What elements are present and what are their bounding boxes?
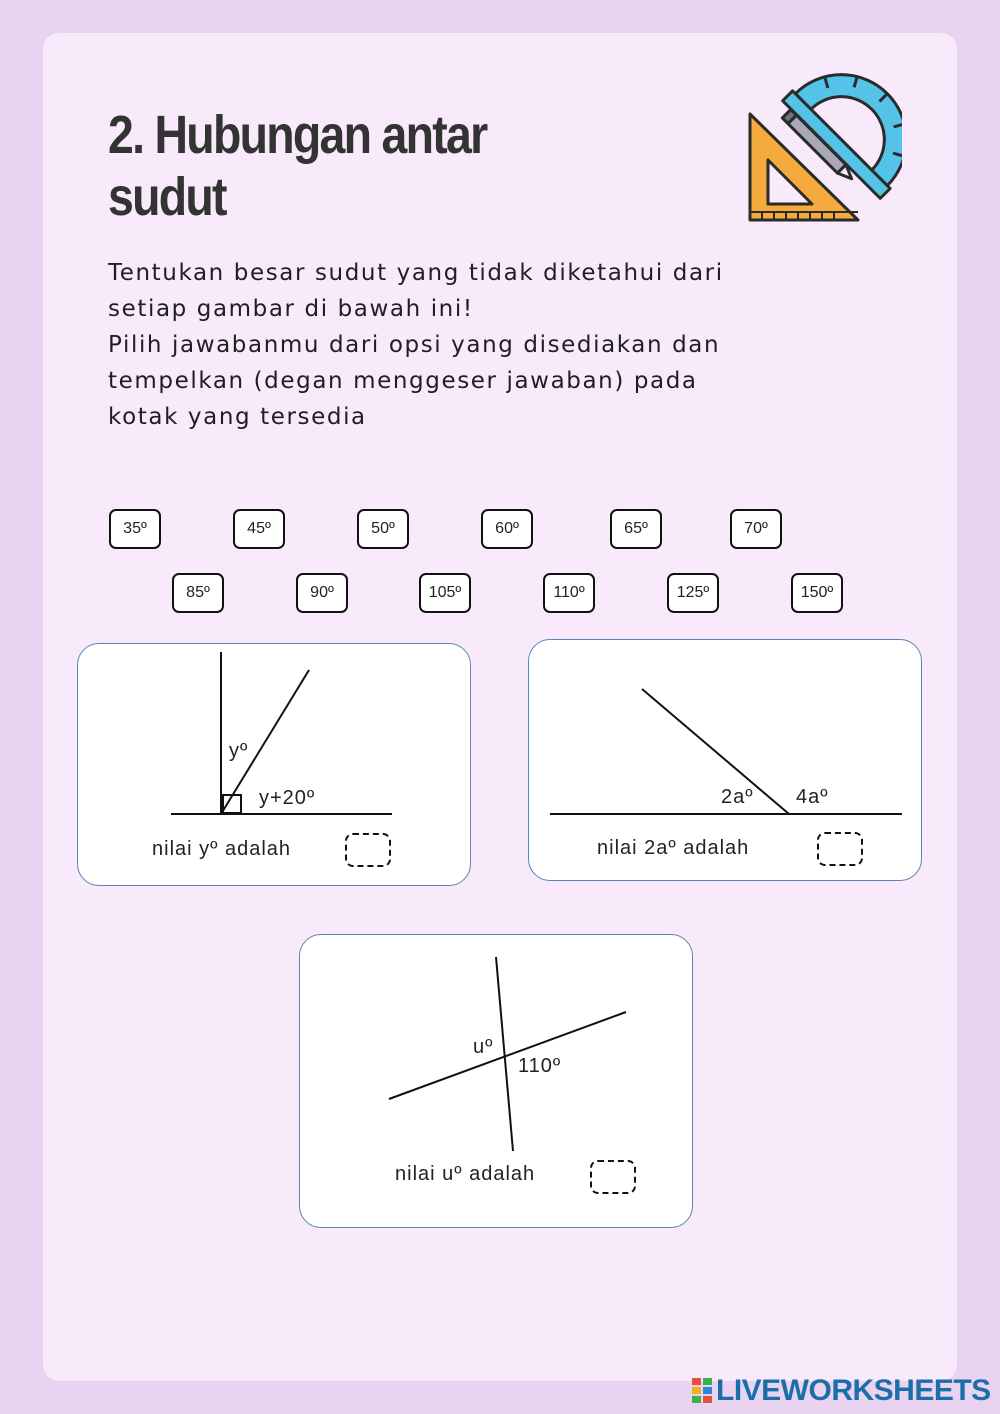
angle-label-110: 110º — [518, 1055, 562, 1077]
problem-card-3 — [299, 934, 693, 1228]
instruction-line: tempelkan (degan menggeser jawaban) pada — [108, 368, 698, 394]
answer-option-70[interactable]: 70º — [730, 509, 782, 549]
angle-label-4a: 4aº — [796, 786, 829, 808]
answer-drop-box-1[interactable] — [345, 833, 391, 867]
geometry-tools-icon — [742, 72, 902, 228]
answer-option-90[interactable]: 90º — [296, 573, 348, 613]
problem-card-2 — [528, 639, 922, 881]
answer-option-110[interactable]: 110º — [543, 573, 595, 613]
instruction-line: kotak yang tersedia — [108, 404, 367, 430]
answer-drop-box-2[interactable] — [817, 832, 863, 866]
question-text: nilai uº adalah — [395, 1163, 536, 1185]
angle-label-u: uº — [473, 1036, 494, 1058]
answer-option-35[interactable]: 35º — [109, 509, 161, 549]
title-line-1: 2. Hubungan antar — [108, 105, 487, 165]
answer-option-85[interactable]: 85º — [172, 573, 224, 613]
answer-drop-box-3[interactable] — [590, 1160, 636, 1194]
answer-option-150[interactable]: 150º — [791, 573, 843, 613]
question-text: nilai yº adalah — [152, 838, 292, 860]
liveworksheets-logo — [692, 1374, 991, 1408]
question-text: nilai 2aº adalah — [597, 837, 750, 859]
page-title — [108, 104, 555, 228]
problem-card-1 — [77, 643, 471, 886]
answer-option-105[interactable]: 105º — [419, 573, 471, 613]
instructions-text — [108, 255, 808, 435]
liveworksheets-logo-icon — [692, 1378, 712, 1404]
brand-name: LIVEWORKSHEETS — [716, 1374, 991, 1407]
angle-label-y-plus-20: y+20º — [259, 787, 316, 809]
answer-option-50[interactable]: 50º — [357, 509, 409, 549]
angle-label-2a: 2aº — [721, 786, 754, 808]
instruction-line: Tentukan besar sudut yang tidak diketahui dari — [108, 260, 724, 286]
answer-option-60[interactable]: 60º — [481, 509, 533, 549]
answer-option-65[interactable]: 65º — [610, 509, 662, 549]
instruction-line: Pilih jawabanmu dari opsi yang disediakan dan — [108, 332, 721, 358]
title-line-2: sudut — [108, 167, 226, 227]
angle-label-y: yº — [229, 740, 249, 762]
instruction-line: setiap gambar di bawah ini! — [108, 296, 474, 322]
answer-option-125[interactable]: 125º — [667, 573, 719, 613]
answer-option-45[interactable]: 45º — [233, 509, 285, 549]
